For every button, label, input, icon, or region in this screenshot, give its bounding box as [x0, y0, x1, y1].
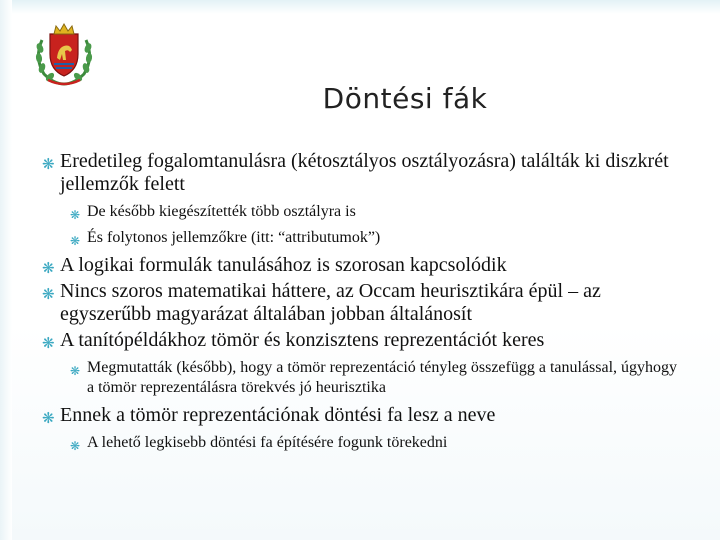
- bullet-text: A lehető legkisebb döntési fa építésére fogunk törekedni: [87, 434, 448, 451]
- bullet-text: És folytonos jellemzőkre (itt: “attributumok”): [87, 229, 381, 246]
- sub-bullet-item: [42, 358, 682, 398]
- bullet-item: [42, 404, 682, 427]
- bullet-item: [42, 280, 682, 326]
- bullet-text: De később kiegészítették több osztályra is: [87, 203, 356, 220]
- bullet-text: Ennek a tömör reprezentációnak döntési fa lesz a neve: [60, 404, 496, 426]
- top-decorative-band: [0, 0, 720, 14]
- bullet-list: [42, 150, 682, 459]
- coat-of-arms-emblem-icon: [28, 18, 100, 90]
- bullet-text: Megmutatták (később), hogy a tömör reprezentáció tényleg összefügg a tanulással, úgyhogy a tömör reprezentálásra törekvés jó heurisztika: [87, 359, 678, 396]
- bullet-text: Eredetileg fogalomtanulásra (kétosztályos osztályozásra) találták ki diszkrét jellemzők felett: [60, 150, 669, 195]
- flourish-bullet-icon: ❋: [42, 409, 55, 427]
- flourish-bullet-icon: ❋: [70, 364, 81, 378]
- slide-title: Döntési fák: [322, 82, 488, 115]
- flourish-bullet-icon: ❋: [42, 334, 55, 352]
- bullet-text: A tanítópéldákhoz tömör és konzisztens reprezentációt keres: [60, 329, 545, 351]
- sub-bullet-item: [42, 228, 682, 248]
- flourish-bullet-icon: ❋: [42, 155, 55, 173]
- bullet-item: [42, 329, 682, 352]
- sub-bullet-item: [42, 202, 682, 222]
- bullet-item: [42, 254, 682, 277]
- flourish-bullet-icon: ❋: [42, 259, 55, 277]
- flourish-bullet-icon: ❋: [42, 285, 55, 303]
- bullet-text: Nincs szoros matematikai háttere, az Occam heurisztikára épül – az egyszerűbb magyarázat általában jobban általánosít: [60, 280, 601, 325]
- left-decorative-edge: [0, 0, 12, 540]
- flourish-bullet-icon: ❋: [70, 234, 81, 248]
- bullet-text: A logikai formulák tanulásához is szorosan kapcsolódik: [60, 254, 507, 276]
- flourish-bullet-icon: ❋: [70, 439, 81, 453]
- flourish-bullet-icon: ❋: [70, 208, 81, 222]
- sub-bullet-item: [42, 433, 682, 453]
- bullet-item: [42, 150, 682, 196]
